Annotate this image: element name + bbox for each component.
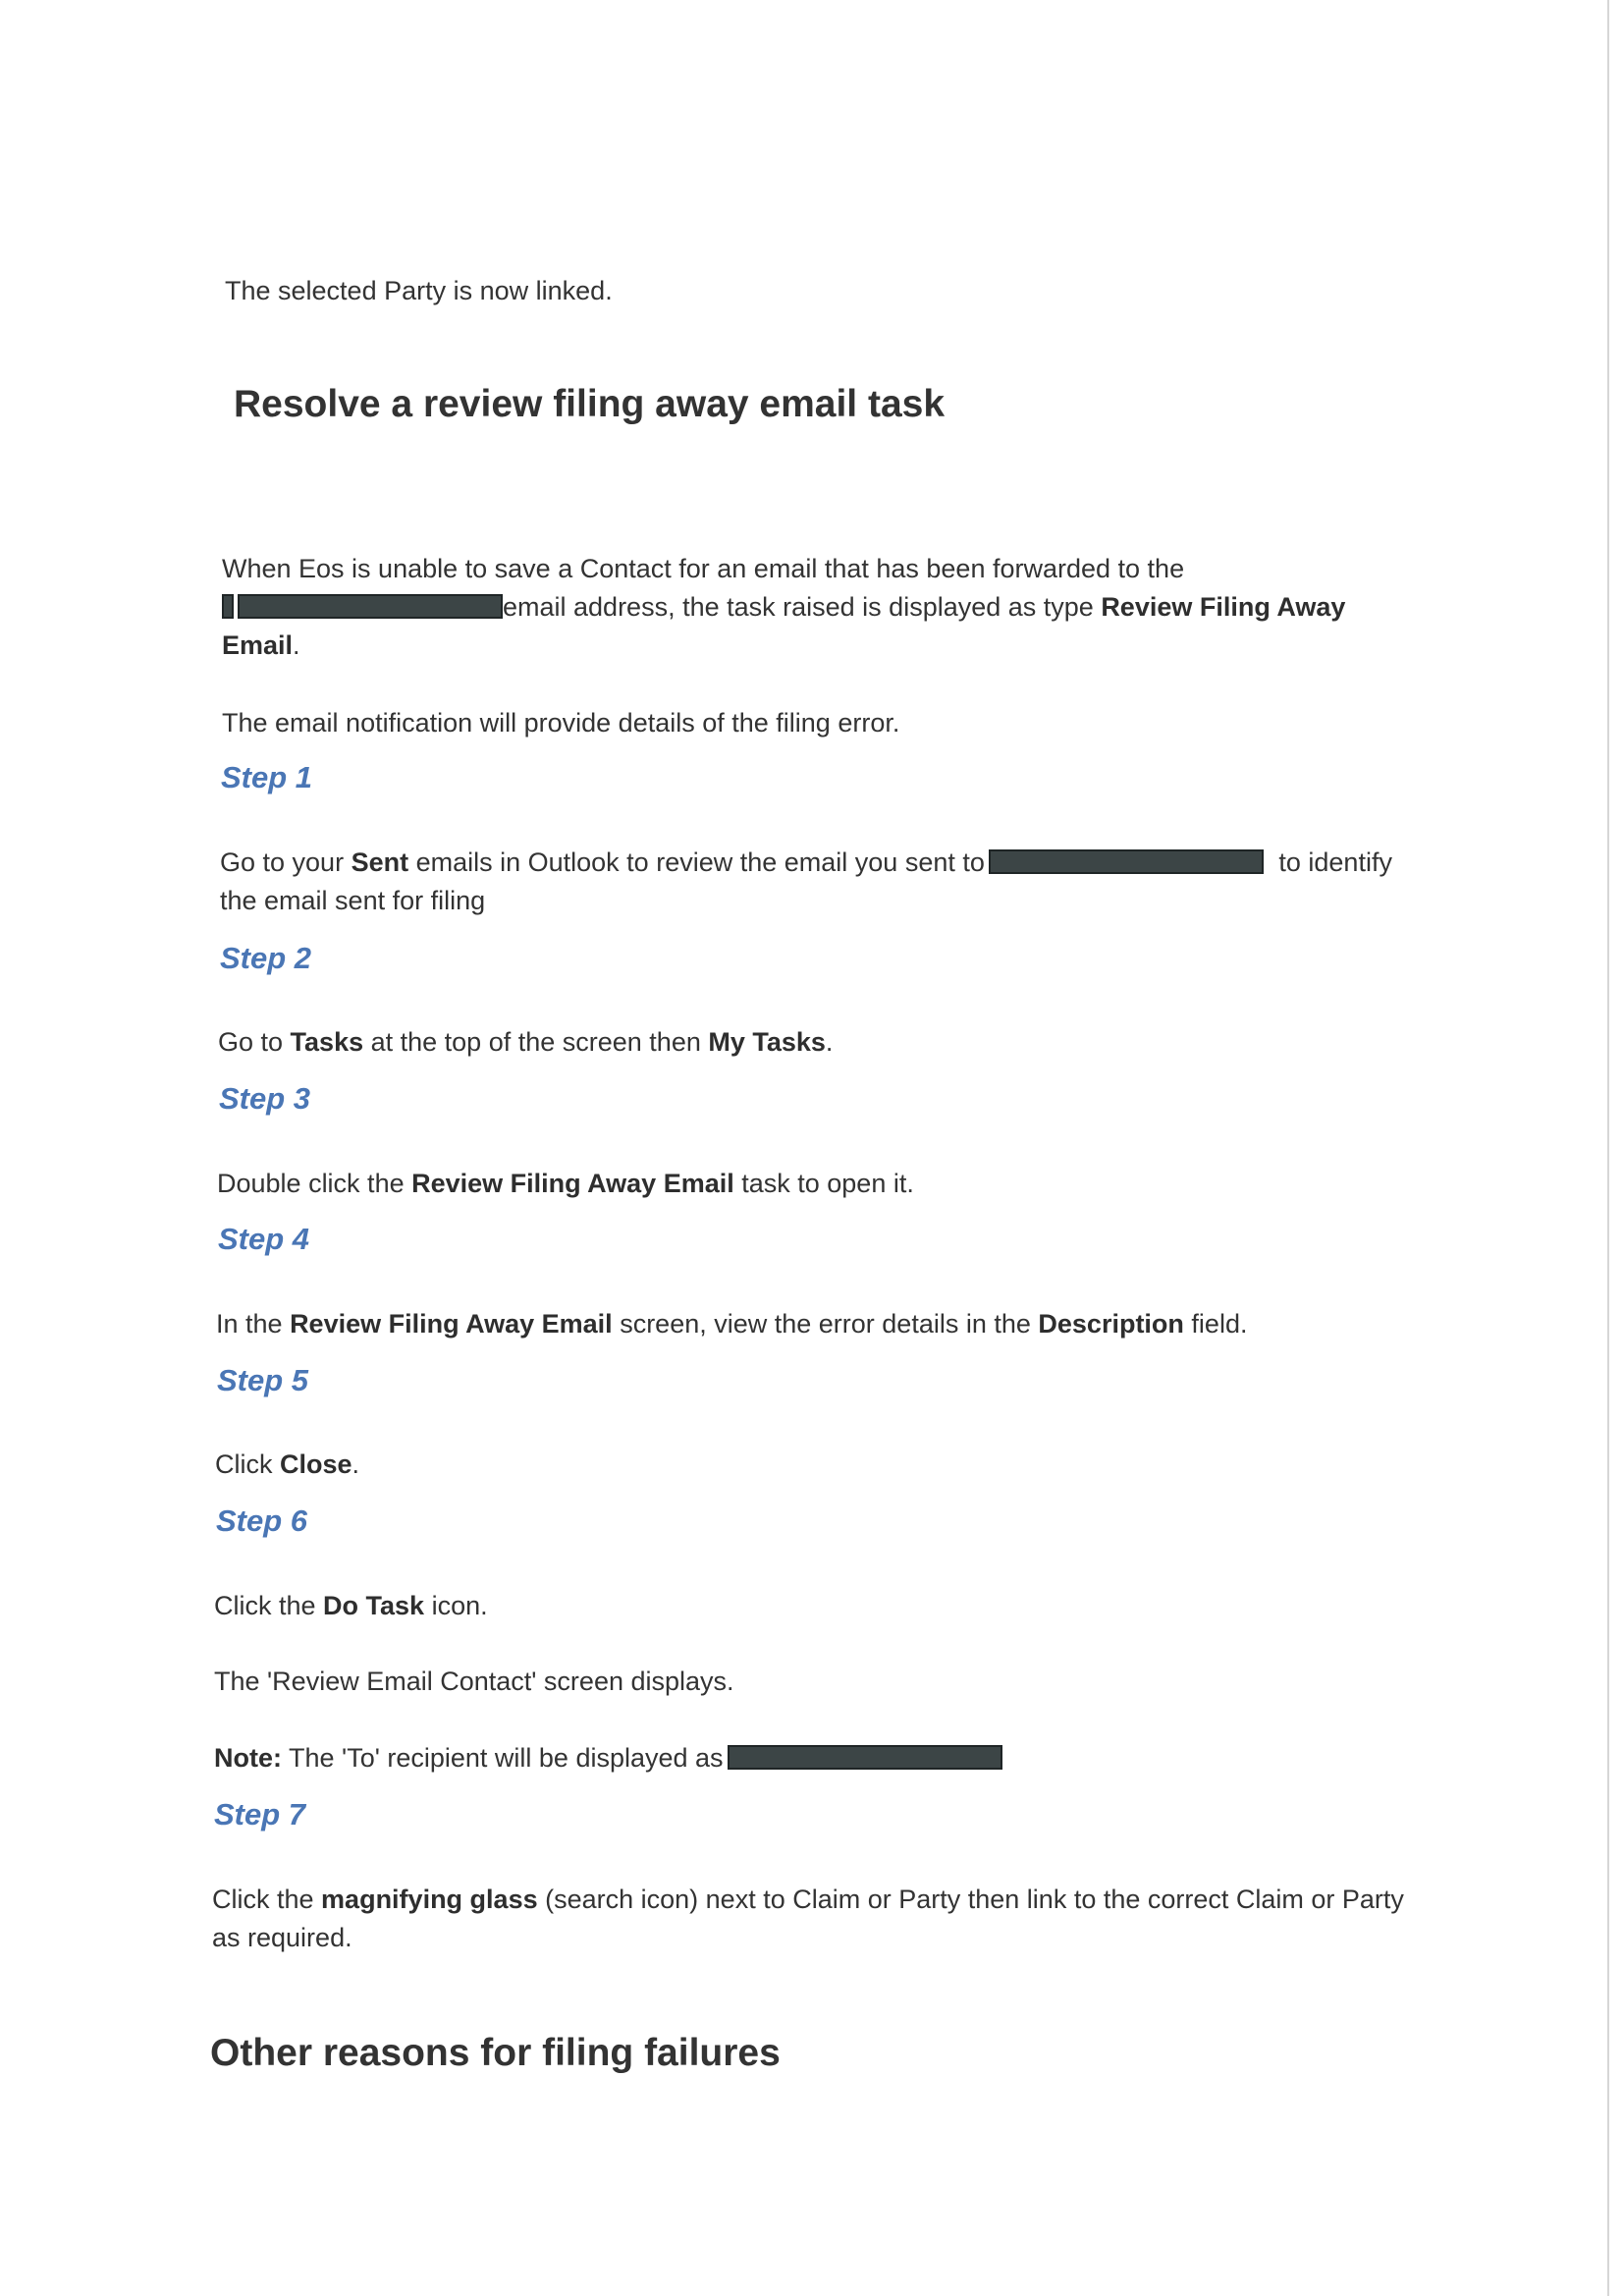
text-run: icon. [424, 1591, 488, 1620]
text-run: In the [216, 1309, 291, 1339]
tasks-label: Tasks [290, 1027, 364, 1057]
text-run: . [825, 1027, 834, 1057]
text-run: (search icon) next to Claim or Party then link to the correct Claim or Party as required. [212, 1885, 1404, 1952]
step-7-text [212, 1881, 1410, 1957]
my-tasks-label: My Tasks [708, 1027, 826, 1057]
do-task-label: Do Task [323, 1591, 425, 1620]
text-run: Click the [212, 1885, 322, 1914]
step-6-extra: The 'Review Email Contact' screen displays. [214, 1667, 734, 1696]
note-label: Note: [214, 1743, 282, 1773]
para-1 [222, 550, 1371, 665]
sent-label: Sent [351, 847, 409, 877]
step-7-label: Step 7 [214, 1797, 306, 1831]
description-label: Description [1038, 1309, 1184, 1339]
step-1-text [220, 844, 1398, 920]
step-3-text [217, 1165, 914, 1203]
magnifying-glass-label: magnifying glass [321, 1885, 538, 1914]
step-2-text [218, 1023, 833, 1062]
text-run: emails in Outlook to review the email you sent to [408, 847, 985, 877]
para-2: The email notification will provide details of the filing error. [222, 708, 900, 738]
intro-text: The selected Party is now linked. [225, 276, 613, 305]
step-3-label: Step 3 [219, 1081, 311, 1116]
text-run: . [352, 1449, 360, 1479]
section-2-title: Other reasons for filing failures [210, 2032, 781, 2074]
page-edge [1607, 0, 1609, 2296]
step-4-label: Step 4 [218, 1222, 310, 1256]
para-1-text-2: email address, the task raised is displayed as type [503, 592, 1102, 622]
text-run: Go to your [220, 847, 352, 877]
step-6-text [214, 1587, 488, 1625]
screen-name: Review Filing Away Email [290, 1309, 613, 1339]
step-5-label: Step 5 [217, 1363, 309, 1397]
section-title: Resolve a review filing away email task [234, 383, 946, 425]
text-run: field. [1183, 1309, 1248, 1339]
text-run: at the top of the screen then [363, 1027, 709, 1057]
step-5-text [215, 1446, 359, 1484]
step-1-label: Step 1 [221, 760, 313, 794]
para-1-text: When Eos is unable to save a Contact for an email that has been forwarded to the [222, 554, 1185, 583]
redacted-email [989, 849, 1264, 874]
text-run: Double click the [217, 1169, 412, 1198]
text-run: screen, view the error details in the [612, 1309, 1039, 1339]
text-run: to identify the email sent for filing [220, 847, 1392, 915]
redacted-email [728, 1745, 1002, 1770]
task-type-name: Review Filing Away Email [222, 592, 1346, 660]
step-2-label: Step 2 [220, 941, 312, 975]
close-label: Close [280, 1449, 352, 1479]
note-text: The 'To' recipient will be displayed as [282, 1743, 724, 1773]
text-run: Go to [218, 1027, 291, 1057]
text-run: Click the [214, 1591, 324, 1620]
step-6-note [214, 1739, 1002, 1777]
step-4-text [216, 1305, 1247, 1343]
redacted-email [238, 594, 503, 619]
redacted-block [222, 594, 234, 619]
text-run: task to open it. [733, 1169, 914, 1198]
text-run: Click [215, 1449, 280, 1479]
task-name: Review Filing Away Email [411, 1169, 734, 1198]
step-6-label: Step 6 [216, 1503, 308, 1538]
para-1-end: . [293, 630, 300, 660]
